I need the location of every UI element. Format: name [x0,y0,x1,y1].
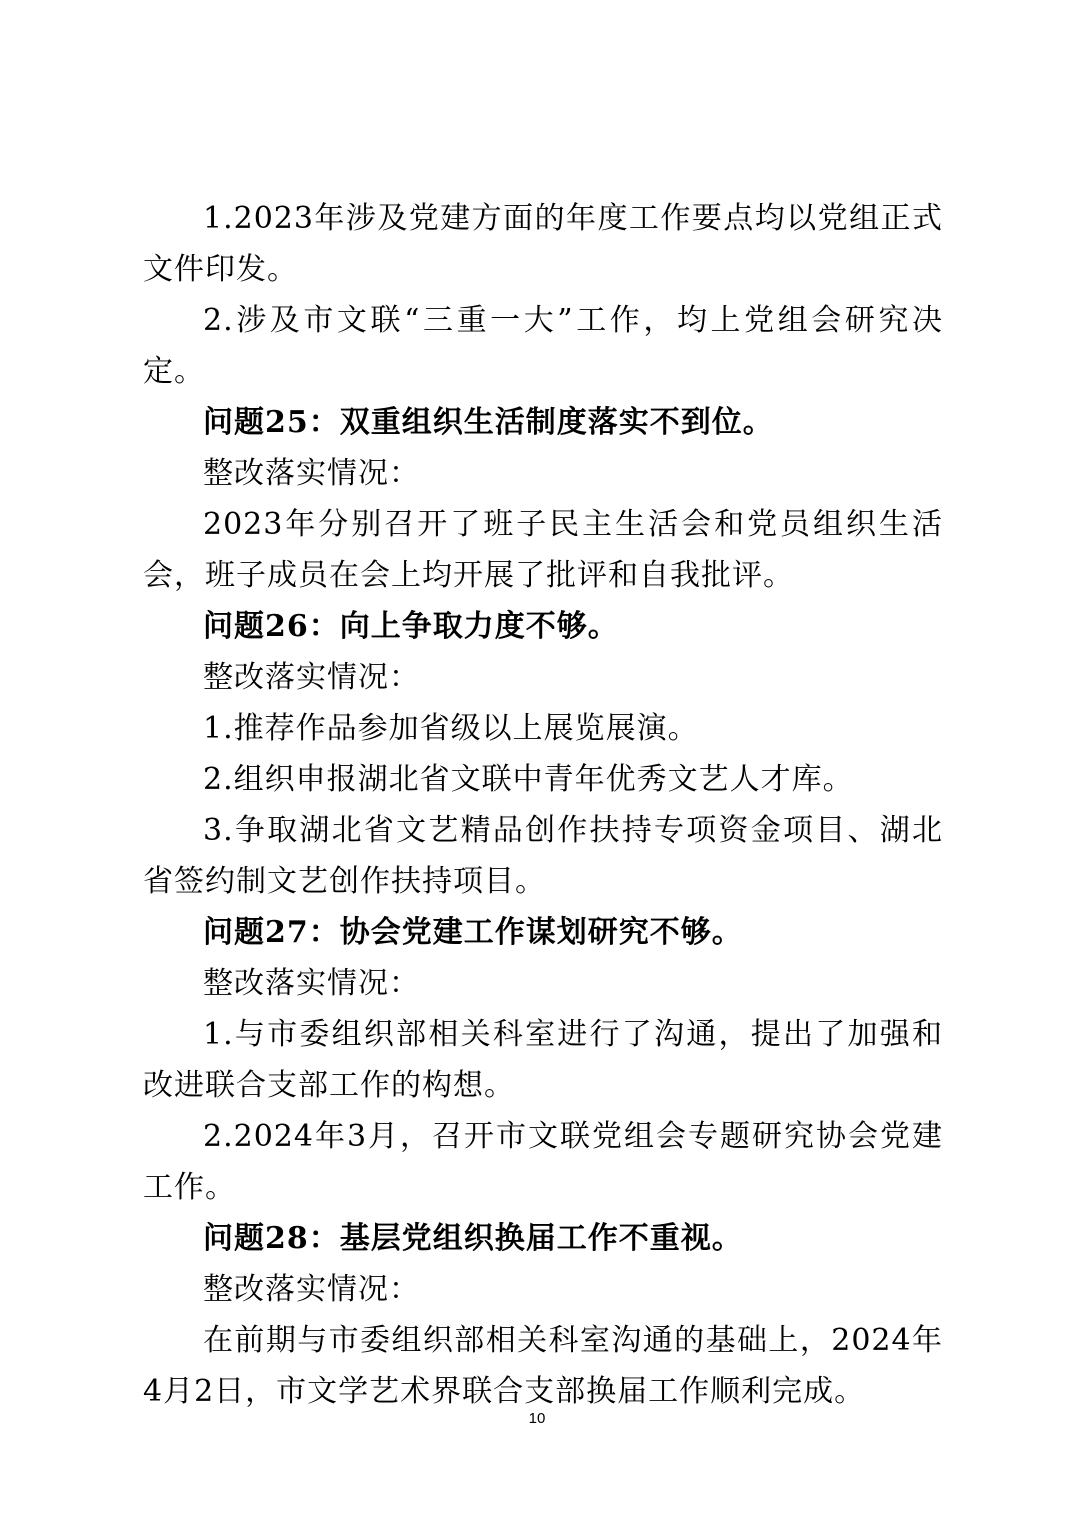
paragraph-2: 2.涉及市文联“三重一大”工作，均上党组会研究决定。 [143,303,943,389]
rectification-label: 整改落实情况： [203,660,420,695]
paragraph-17: 在前期与市委组织部相关科室沟通的基础上，2024年4月2日，市文学艺术界联合支部换届工作顺利完成。 [143,1323,943,1409]
issue-25-heading: 问题25：双重组织生活制度落实不到位。 [203,405,774,440]
paragraph-9: 2.组织申报湖北省文联中青年优秀文艺人才库。 [203,762,854,797]
rectification-label: 整改落实情况： [203,456,420,491]
issue-26-heading: 问题26：向上争取力度不够。 [203,609,619,644]
document-body [143,193,943,1417]
paragraph-14: 2.2024年3月，召开市文联党组会专题研究协会党建工作。 [143,1119,943,1205]
rectification-label: 整改落实情况： [203,1272,420,1307]
issue-27-heading: 问题27：协会党建工作谋划研究不够。 [203,915,743,950]
paragraph-5: 2023年分别召开了班子民主生活会和党员组织生活会，班子成员在会上均开展了批评和自我批评。 [143,507,943,593]
issue-28-heading: 问题28：基层党组织换届工作不重视。 [203,1221,743,1256]
rectification-label: 整改落实情况： [203,966,420,1001]
paragraph-10: 3.争取湖北省文艺精品创作扶持专项资金项目、湖北省签约制文艺创作扶持项目。 [143,813,943,899]
paragraph-13: 1.与市委组织部相关科室进行了沟通，提出了加强和改进联合支部工作的构想。 [143,1017,943,1103]
paragraph-8: 1.推荐作品参加省级以上展览展演。 [203,711,699,746]
page-number: 10 [528,1410,546,1427]
paragraph-1: 1.2023年涉及党建方面的年度工作要点均以党组正式文件印发。 [143,201,943,287]
